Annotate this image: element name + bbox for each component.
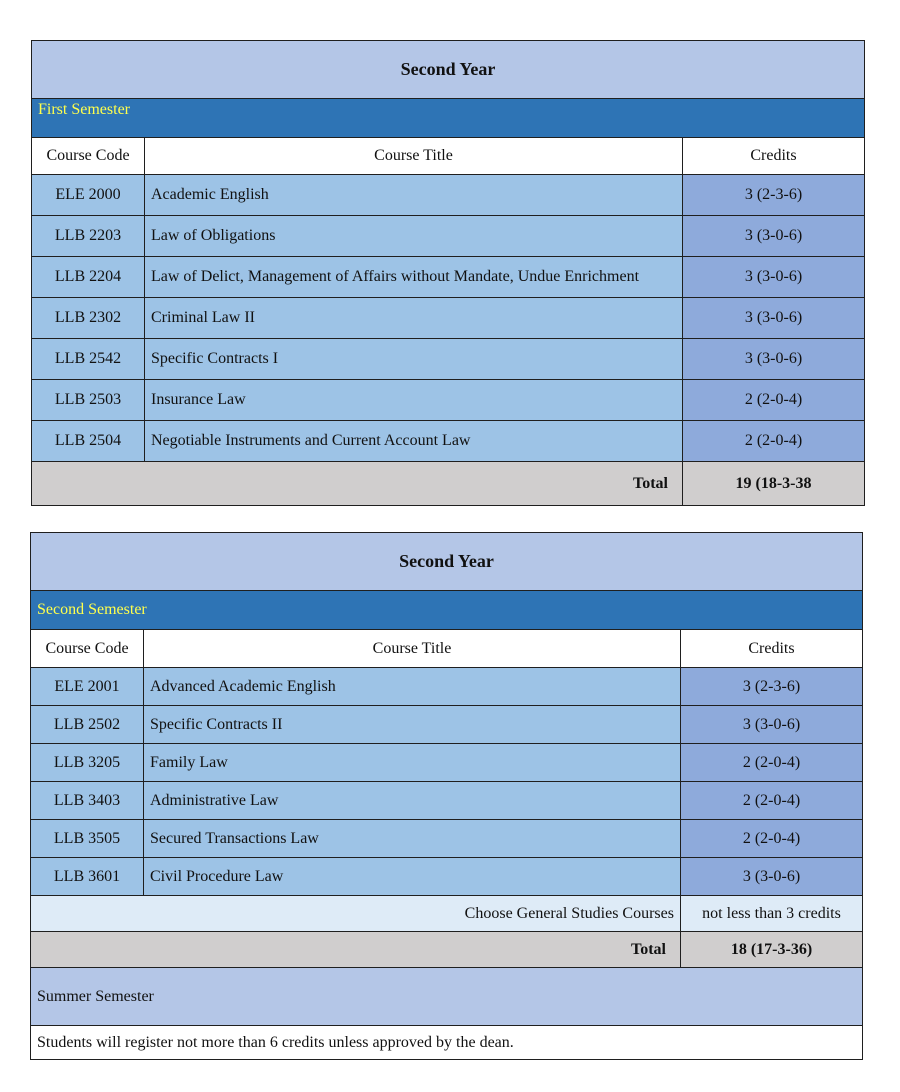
course-code: LLB 3601 <box>31 858 144 896</box>
header-row <box>31 630 863 668</box>
course-code: LLB 3403 <box>31 782 144 820</box>
header-course-code: Course Code <box>31 630 144 668</box>
note-row <box>31 1026 863 1060</box>
course-credits: 3 (3-0-6) <box>680 858 862 896</box>
total-label: Total <box>32 462 683 506</box>
course-row <box>32 175 865 216</box>
course-title: Secured Transactions Law <box>144 820 681 858</box>
course-row <box>31 858 863 896</box>
year-title-row <box>32 41 865 99</box>
course-row <box>32 257 865 298</box>
course-row <box>31 706 863 744</box>
course-row <box>31 744 863 782</box>
course-code: LLB 2504 <box>32 421 145 462</box>
course-title: Academic English <box>145 175 683 216</box>
summer-semester-label: Summer Semester <box>31 968 863 1026</box>
first-semester-table <box>31 40 865 506</box>
total-value: 18 (17-3-36) <box>680 932 862 968</box>
semester-label: Second Semester <box>31 591 863 630</box>
course-title: Law of Delict, Management of Affairs without Mandate, Undue Enrichment <box>145 257 683 298</box>
course-credits: 2 (2-0-4) <box>682 380 864 421</box>
semester-row <box>32 99 865 138</box>
course-credits: 3 (3-0-6) <box>682 339 864 380</box>
general-studies-row <box>31 896 863 932</box>
first-semester-table-body <box>32 41 865 506</box>
header-course-code: Course Code <box>32 138 145 175</box>
course-title: Administrative Law <box>144 782 681 820</box>
header-row <box>32 138 865 175</box>
course-title: Specific Contracts I <box>145 339 683 380</box>
course-code: LLB 2502 <box>31 706 144 744</box>
course-credits: 3 (2-3-6) <box>682 175 864 216</box>
course-row <box>31 820 863 858</box>
course-code: LLB 2302 <box>32 298 145 339</box>
semester-label: First Semester <box>32 99 865 138</box>
course-code: LLB 2503 <box>32 380 145 421</box>
course-credits: 2 (2-0-4) <box>680 744 862 782</box>
course-row <box>32 298 865 339</box>
course-title: Criminal Law II <box>145 298 683 339</box>
registration-note: Students will register not more than 6 credits unless approved by the dean. <box>31 1026 863 1060</box>
second-semester-table <box>30 532 863 1060</box>
course-code: LLB 3205 <box>31 744 144 782</box>
general-studies-value: not less than 3 credits <box>680 896 862 932</box>
course-title: Civil Procedure Law <box>144 858 681 896</box>
course-title: Law of Obligations <box>145 216 683 257</box>
header-course-title: Course Title <box>144 630 681 668</box>
course-credits: 3 (3-0-6) <box>682 298 864 339</box>
course-credits: 3 (2-3-6) <box>680 668 862 706</box>
course-code: ELE 2001 <box>31 668 144 706</box>
course-code: LLB 3505 <box>31 820 144 858</box>
course-code: ELE 2000 <box>32 175 145 216</box>
course-title: Specific Contracts II <box>144 706 681 744</box>
course-code: LLB 2204 <box>32 257 145 298</box>
total-value: 19 (18-3-38 <box>682 462 864 506</box>
header-credits: Credits <box>680 630 862 668</box>
course-title: Advanced Academic English <box>144 668 681 706</box>
course-code: LLB 2203 <box>32 216 145 257</box>
course-credits: 2 (2-0-4) <box>680 820 862 858</box>
total-row <box>32 462 865 506</box>
course-credits: 2 (2-0-4) <box>682 421 864 462</box>
course-row <box>32 421 865 462</box>
course-row <box>31 668 863 706</box>
general-studies-label: Choose General Studies Courses <box>31 896 681 932</box>
summer-semester-row <box>31 968 863 1026</box>
total-row <box>31 932 863 968</box>
semester-row <box>31 591 863 630</box>
course-credits: 3 (3-0-6) <box>680 706 862 744</box>
course-credits: 2 (2-0-4) <box>680 782 862 820</box>
course-row <box>31 782 863 820</box>
course-title: Insurance Law <box>145 380 683 421</box>
total-label: Total <box>31 932 681 968</box>
course-row <box>32 380 865 421</box>
header-course-title: Course Title <box>145 138 683 175</box>
year-title: Second Year <box>31 533 863 591</box>
course-row <box>32 339 865 380</box>
course-title: Negotiable Instruments and Current Account Law <box>145 421 683 462</box>
course-title: Family Law <box>144 744 681 782</box>
year-title: Second Year <box>32 41 865 99</box>
year-title-row <box>31 533 863 591</box>
header-credits: Credits <box>682 138 864 175</box>
course-row <box>32 216 865 257</box>
course-code: LLB 2542 <box>32 339 145 380</box>
second-semester-table-body <box>31 533 863 1060</box>
course-credits: 3 (3-0-6) <box>682 257 864 298</box>
course-credits: 3 (3-0-6) <box>682 216 864 257</box>
